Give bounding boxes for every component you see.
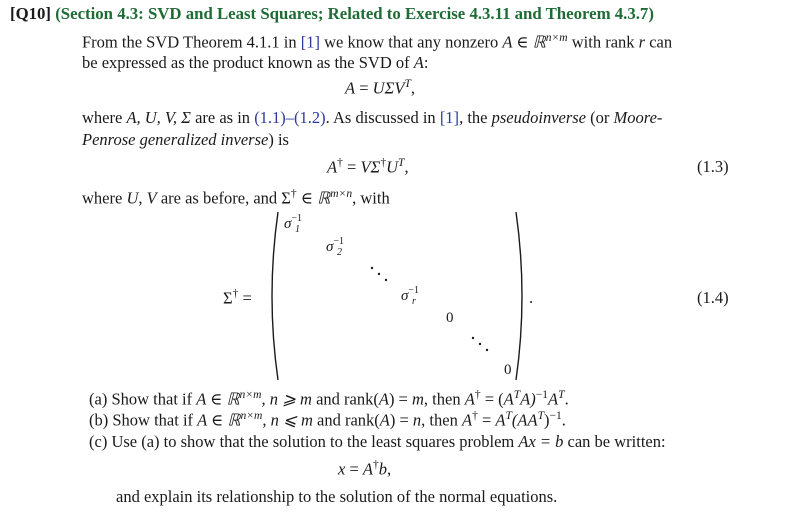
math: , n ⩾ m: [261, 389, 312, 409]
math-A: A: [495, 410, 506, 430]
math-superscript: T: [404, 78, 411, 90]
body-text: , the: [459, 108, 492, 127]
math-A: A: [327, 157, 338, 177]
equals-sign: =: [238, 288, 252, 308]
dagger: †: [474, 389, 481, 401]
matrix-zero-end: 0: [504, 362, 512, 378]
right-paren: [516, 212, 522, 380]
section-reference: (Section 4.3: SVD and Least Squares; Related to Exercise 4.3.11 and Theorem 4.3.7): [55, 4, 654, 23]
body-text: . As discussed in: [325, 108, 440, 127]
question-text: , then: [423, 389, 465, 409]
math-m: m: [412, 389, 424, 409]
dagger: †: [372, 459, 379, 471]
question-a: [89, 389, 569, 410]
math-superscript: −1: [549, 410, 562, 422]
math-superscript: n×m: [239, 389, 262, 401]
diagonal-dots-1: [368, 264, 398, 288]
math-A: A: [379, 410, 390, 430]
term-pseudoinverse: pseudoinverse: [491, 108, 587, 127]
dagger: †: [290, 188, 297, 200]
matrix-entry-sigma-r: [401, 285, 423, 307]
sigma-symbol: σ: [284, 216, 292, 232]
body-text: are as in: [190, 108, 255, 127]
intro-text: with rank: [567, 32, 639, 52]
math-vars: A, U, V, Σ: [126, 108, 191, 127]
math-V-Sigma: VΣ: [360, 157, 381, 177]
question-text: (c) Use (a) to show that the solution to the least squares problem: [89, 432, 519, 451]
citation-link[interactable]: [1]: [439, 108, 460, 127]
math-superscript: n×m: [545, 32, 568, 44]
subscript: 1: [295, 224, 301, 235]
question-text: can be written:: [563, 432, 666, 451]
exponent: −1: [291, 213, 303, 224]
math: A ∈ ℝ: [197, 410, 241, 430]
math-superscript: T: [513, 389, 521, 401]
math: ): [544, 410, 550, 430]
question-label: [Q10]: [10, 4, 52, 23]
math-U: U: [386, 157, 399, 177]
intro-text: From the SVD Theorem 4.1.1 in: [82, 32, 301, 52]
math: =: [477, 410, 496, 430]
math-superscript: T: [558, 389, 565, 401]
math-U-Sigma-V: UΣV: [372, 78, 405, 98]
pseudoinverse-line-1: [82, 108, 662, 128]
matrix-period: .: [529, 288, 534, 307]
equals-sign: =: [342, 157, 361, 177]
intro-text: :: [423, 53, 429, 72]
math-b: b: [378, 459, 388, 479]
term-moore: Moore-: [613, 108, 663, 127]
math-A-in-R: A ∈ ℝ: [502, 32, 546, 52]
math-superscript: −1: [535, 389, 549, 401]
body-text: where: [82, 108, 127, 127]
question-text: (a) Show that if: [89, 389, 197, 409]
question-text: , then: [421, 410, 462, 430]
matrix-entry-sigma2: [326, 236, 349, 258]
math-r: r: [638, 32, 646, 52]
intro-line-1: [82, 32, 672, 53]
math-superscript: n×m: [240, 410, 263, 422]
math-vars: U, V: [126, 188, 157, 208]
matrix-lhs: [223, 288, 252, 309]
subscript: 2: [337, 247, 343, 258]
dagger: †: [337, 157, 343, 169]
dagger: †: [380, 157, 387, 169]
period: .: [561, 410, 566, 430]
math: , n ⩽ m: [262, 410, 313, 430]
comma: ,: [410, 78, 416, 98]
equation-number-1-4: (1.4): [697, 288, 729, 307]
period: .: [564, 389, 569, 409]
question-text: ) =: [388, 389, 412, 409]
pseudoinverse-line-2: [82, 130, 289, 150]
math-x: x: [338, 459, 346, 479]
math: A ∈ ℝ: [196, 389, 240, 409]
math-superscript: T: [537, 410, 544, 422]
math-A: A: [345, 78, 356, 98]
math-n: n: [412, 410, 422, 430]
equation-reference-link[interactable]: (1.1)–(1.2): [254, 108, 326, 127]
dagger: †: [472, 410, 478, 422]
math-Ax-equals-b: Ax = b: [518, 432, 564, 451]
math-Sigma: Σ: [223, 288, 233, 308]
question-text: (b) Show that if: [89, 410, 198, 430]
term-penrose: Penrose generalized inverse: [82, 130, 269, 149]
pinv-equation: [327, 157, 409, 178]
svd-equation: [345, 78, 415, 99]
body-text: (or: [586, 108, 614, 127]
sigma-dagger-matrix: [262, 206, 542, 386]
subscript: r: [412, 296, 416, 307]
least-squares-solution-equation: [338, 459, 391, 480]
math-A: A: [464, 389, 475, 409]
citation-link[interactable]: [1]: [300, 32, 321, 52]
left-paren: [272, 212, 278, 380]
math-A: A: [548, 389, 559, 409]
math-A: A: [362, 459, 373, 479]
question-text: and rank(: [312, 410, 380, 430]
intro-text: be expressed as the product known as the SVD of: [82, 53, 414, 72]
equals-sign: =: [355, 78, 373, 98]
diagonal-dots-2: [469, 334, 499, 358]
sigma-symbol: σ: [326, 239, 334, 255]
matrix-entry-sigma1: [284, 213, 307, 235]
math: = (: [480, 389, 504, 409]
intro-text: can: [645, 32, 673, 52]
equals-sign: =: [345, 459, 363, 479]
dagger: †: [232, 288, 239, 300]
math: (AA: [511, 410, 538, 430]
question-c: [89, 432, 666, 452]
intro-line-2: [82, 53, 428, 73]
math-in-R: ∈ ℝ: [296, 188, 331, 208]
sigma-symbol: σ: [401, 288, 409, 304]
math-superscript: m×n: [330, 188, 353, 200]
comma: ,: [404, 157, 409, 177]
question-header: [10, 4, 654, 24]
exponent: −1: [333, 236, 345, 247]
math-superscript: T: [398, 157, 405, 169]
body-text: , with: [352, 188, 390, 208]
question-text: ) =: [389, 410, 413, 430]
body-text: are as before, and Σ: [156, 188, 291, 208]
math: A): [520, 389, 536, 409]
math-superscript: T: [505, 410, 512, 422]
body-text: where: [82, 188, 127, 208]
math-A: A: [503, 389, 514, 409]
matrix-zero-mid: 0: [446, 310, 454, 326]
comma: ,: [387, 459, 392, 479]
question-b: [89, 410, 566, 431]
math-A: A: [461, 410, 473, 430]
exponent: −1: [408, 285, 420, 296]
equation-number-1-3: (1.3): [697, 157, 729, 176]
intro-text: we know that any nonzero: [320, 32, 503, 52]
question-text: and rank(: [311, 389, 379, 409]
math-A: A: [378, 389, 389, 409]
math-A: A: [413, 53, 424, 72]
question-c-followup: and explain its relationship to the solution of the normal equations.: [116, 487, 558, 506]
body-text: ) is: [268, 130, 289, 149]
